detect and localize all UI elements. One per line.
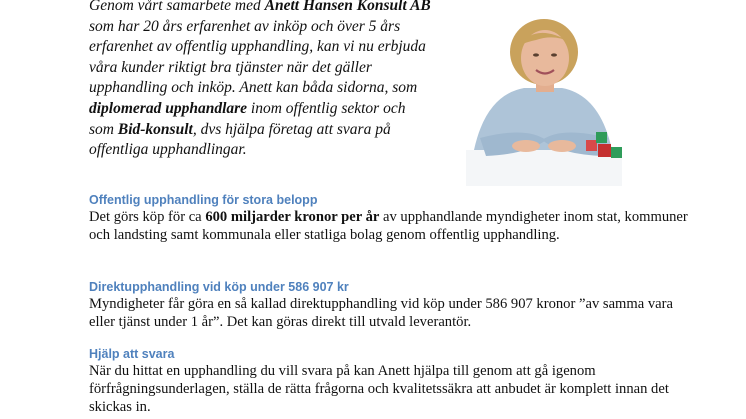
section-text [89,208,689,244]
intro-text-1: Genom vårt samarbete med [89,0,265,14]
section-offentlig-upphandling [89,192,689,244]
section-heading: Hjälp att svara [89,347,175,361]
intro-text-4: , dvs hjälpa företag att svara på offentliga upphandlingar. [89,120,391,159]
section-text: När du hittat en upphandling du vill svara på kan Anett hjälpa till genom att gå igenom förfrågningsunderlagen, ställa de rätta frågorna och kvalitetssäkra att anbudet är komplett innan det skickas in. [89,363,669,416]
section-text: Myndigheter får göra en så kallad direktupphandling vid köp under 586 907 kronor ”av samma vara eller tjänst under 1 år”. Det kan göras direkt till utvald leverantör. [89,296,673,331]
intro-bold-company: Anett Hansen Konsult AB [264,0,431,14]
intro-paragraph [89,0,434,161]
portrait-photo [466,0,622,186]
section-text-part-1: Det görs köp för ca [89,209,206,225]
intro-text-2: som har 20 års erfarenhet av inköp och över 5 års erfarenhet av offentlig upphandling, kan vi nu erbjuda våra kunder riktigt bra tjänster när det gäller upphandling och inköp. Anett kan båda sidorna, som [89,17,426,97]
intro-bold-diploma: diplomerad upphandlare [89,99,248,117]
intro-bold-bid: Bid-konsult [117,120,193,138]
section-hjalp-att-svara [89,346,689,417]
section-direktupphandling [89,279,689,331]
portrait-illustration [466,0,622,186]
section-heading: Direktupphandling vid köp under 586 907 kr [89,280,349,294]
section-heading: Offentlig upphandling för stora belopp [89,193,318,207]
section-text-part-2: av upphandlande myndigheter inom stat, kommuner och landsting samt kommunala eller statliga bolag genom offentlig upphandling. [89,209,688,244]
section-text-bold: 600 miljarder kronor per år [205,209,380,225]
intro-text-3: inom offentlig sektor och som [89,99,406,138]
